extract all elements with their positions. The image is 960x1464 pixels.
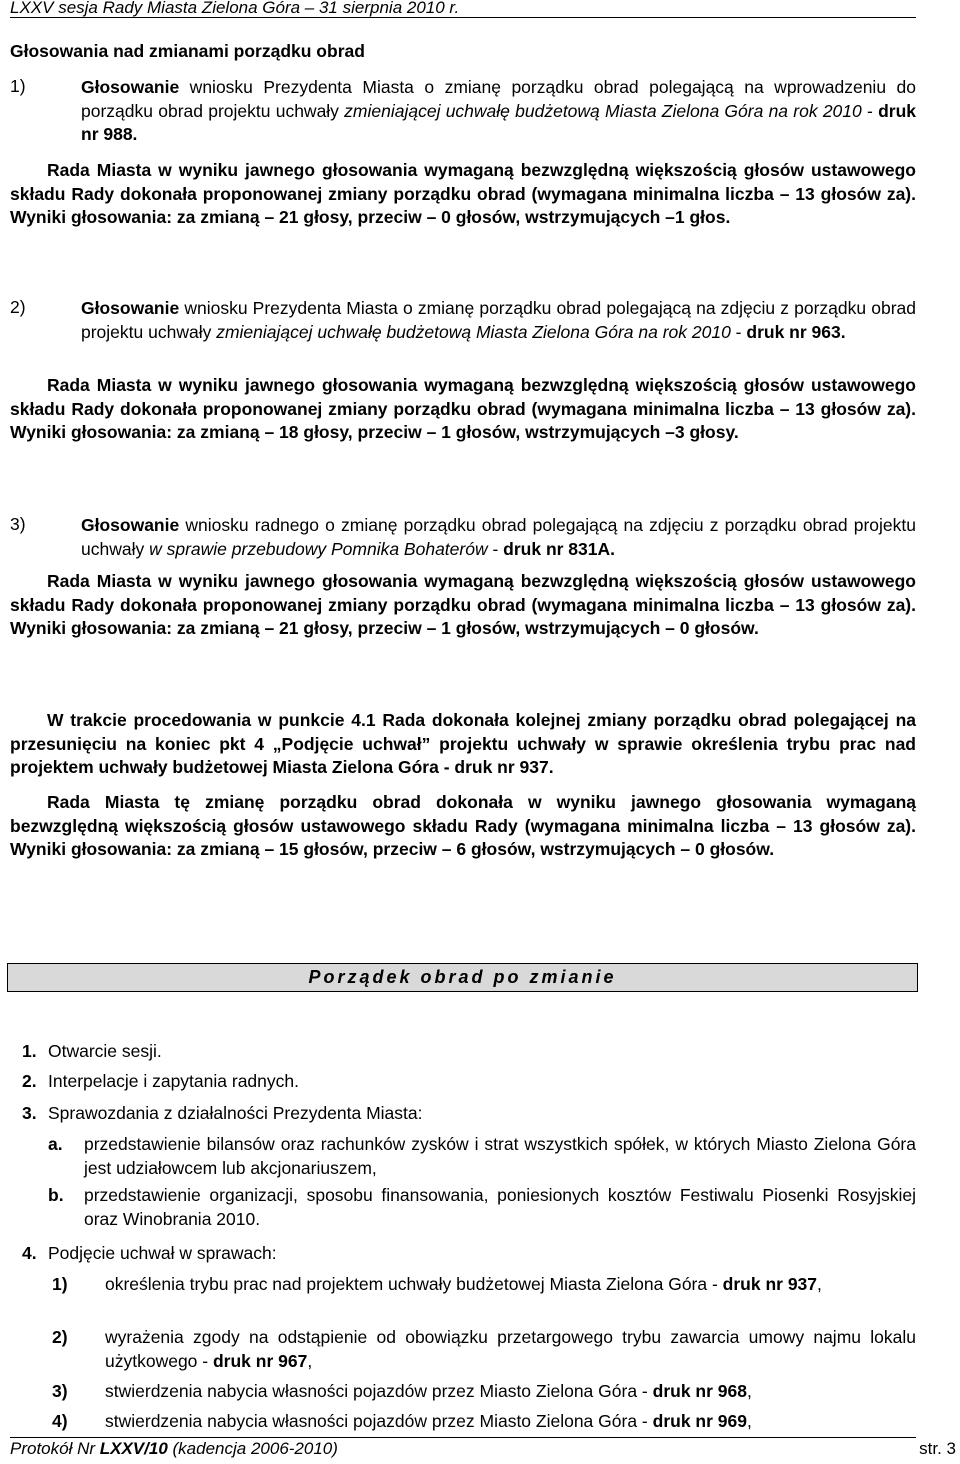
druk-number: druk nr 968 <box>652 1381 747 1401</box>
vote-1-motion: Głosowanie wniosku Prezydenta Miasta o zmianę porządku obrad polegającą na wprowadzeniu do porządku obrad projektu uchwały zmieniającej uchwałę budżetową Miasta Zielona Góra na rok 2010 - druk nr 988. <box>81 77 916 144</box>
vote-2-number: 2) <box>10 297 26 317</box>
druk-number: druk nr 937 <box>722 1274 818 1294</box>
druk-number: druk nr 988. <box>81 100 916 144</box>
agenda-item-number: 2. <box>22 1071 37 1091</box>
page-number: str. 3 <box>919 1439 956 1458</box>
agenda-item-number: 4. <box>22 1243 37 1263</box>
druk-number: druk nr 831A. <box>503 538 616 559</box>
agenda-item-4: Podjęcie uchwał w sprawach: <box>48 1243 277 1263</box>
agenda-item-number: 3. <box>22 1103 37 1123</box>
agenda-title: Porządek obrad po zmianie <box>308 967 617 987</box>
vote-3-number: 3) <box>10 514 26 534</box>
agenda-subitem-4: stwierdzenia nabycia własności pojazdów przez Miasto Zielona Góra - druk nr 969, <box>105 1411 752 1431</box>
agenda-item-2: Interpelacje i zapytania radnych. <box>48 1071 299 1091</box>
procedure-paragraph-2: Rada Miasta tę zmianę porządku obrad dokonała w wyniku jawnego głosowania wymaganą bezwzględną większością głosów ustawowego składu Rady (wymagana minimalna liczba – 13 głosów za). Wyniki głosowania: za zmianą – 15 głosów, przeciw – 6 głosów, wstrzymujących – 0 głosów. <box>10 792 916 859</box>
agenda-item-1: Otwarcie sesji. <box>48 1041 162 1061</box>
section-title: Głosowania nad zmianami porządku obrad <box>10 41 365 61</box>
vote-2-result: Rada Miasta w wyniku jawnego głosowania wymaganą bezwzględną większością głosów ustawowego składu Rady dokonała proponowanej zmiany porządku obrad (wymagana minimalna liczba – 13 głosów za). Wyniki głosowania: za zmianą – 18 głosy, przeciw – 1 głosów, wstrzymujących –3 głosy. <box>10 375 916 442</box>
agenda-item-3b: przedstawienie organizacji, sposobu finansowania, poniesionych kosztów Festiwalu Piosenki Rosyjskiej oraz Winobrania 2010. <box>84 1185 916 1229</box>
agenda-subitem-letter: b. <box>48 1185 64 1205</box>
agenda-subitem-letter: a. <box>48 1134 63 1154</box>
vote-1-result: Rada Miasta w wyniku jawnego głosowania wymaganą bezwzględną większością głosów ustawowego składu Rady dokonała proponowanej zmiany porządku obrad (wymagana minimalna liczba – 13 głosów za). Wyniki głosowania: za zmianą – 21 głosy, przeciw – 0 głosów, wstrzymujących –1 głos. <box>10 160 916 227</box>
vote-1-number: 1) <box>10 76 26 96</box>
vote-label: Głosowanie <box>81 298 180 318</box>
header-divider <box>10 17 916 18</box>
procedure-paragraph-1: W trakcie procedowania w punkcie 4.1 Rada dokonała kolejnej zmiany porządku obrad polegającej na przesunięciu na koniec pkt 4 „Podjęcie uchwał” projektu uchwały w sprawie określenia trybu prac nad projektem uchwały budżetowej Miasta Zielona Góra - druk nr 937. <box>10 710 916 777</box>
agenda-title-box <box>7 963 918 992</box>
agenda-item-3a: przedstawienie bilansów oraz rachunków zysków i strat wszystkich spółek, w których Miasto Zielona Góra jest udziałowcem lub akcjonariuszem, <box>84 1134 916 1178</box>
agenda-subitem-3: stwierdzenia nabycia własności pojazdów przez Miasto Zielona Góra - druk nr 968, <box>105 1381 752 1401</box>
agenda-subitem-2: wyrażenia zgody na odstąpienie od obowiązku przetargowego trybu zawarcia umowy najmu lokalu użytkowego - druk nr 967, <box>105 1327 916 1371</box>
druk-number: druk nr 967 <box>212 1350 308 1371</box>
agenda-item-number: 1. <box>22 1041 37 1061</box>
vote-2-motion: Głosowanie wniosku Prezydenta Miasta o zmianę porządku obrad polegającą na zdjęciu z porządku obrad projektu uchwały zmieniającej uchwałę budżetową Miasta Zielona Góra na rok 2010 - druk nr 963. <box>81 298 916 342</box>
vote-label: Głosowanie <box>81 77 180 97</box>
agenda-subitem-number: 4) <box>52 1411 68 1431</box>
agenda-item-3: Sprawozdania z działalności Prezydenta Miasta: <box>48 1103 423 1123</box>
agenda-subitem-number: 1) <box>52 1274 68 1294</box>
druk-number: druk nr 969 <box>652 1411 747 1431</box>
vote-label: Głosowanie <box>81 515 180 535</box>
page-footer: Protokół Nr LXXV/10 (kadencja 2006-2010) str. 3 <box>10 1439 956 1458</box>
agenda-subitem-number: 3) <box>52 1381 68 1401</box>
vote-3-motion: Głosowanie wniosku radnego o zmianę porządku obrad polegającą na zdjęciu z porządku obrad projektu uchwały w sprawie przebudowy Pomnika Bohaterów - druk nr 831A. <box>81 515 916 559</box>
page-header: LXXV sesja Rady Miasta Zielona Góra – 31 sierpnia 2010 r. <box>10 0 460 17</box>
footer-divider <box>10 1437 916 1438</box>
druk-number: druk nr 963. <box>746 321 846 342</box>
agenda-subitem-number: 2) <box>52 1327 68 1347</box>
vote-3-result: Rada Miasta w wyniku jawnego głosowania wymaganą bezwzględną większością głosów ustawowego składu Rady dokonała proponowanej zmiany porządku obrad (wymagana minimalna liczba – 13 głosów za). Wyniki głosowania: za zmianą – 21 głosy, przeciw – 1 głosów, wstrzymujących – 0 głosów. <box>10 571 916 638</box>
agenda-subitem-1: określenia trybu prac nad projektem uchwały budżetowej Miasta Zielona Góra - druk nr 937, <box>105 1274 822 1294</box>
